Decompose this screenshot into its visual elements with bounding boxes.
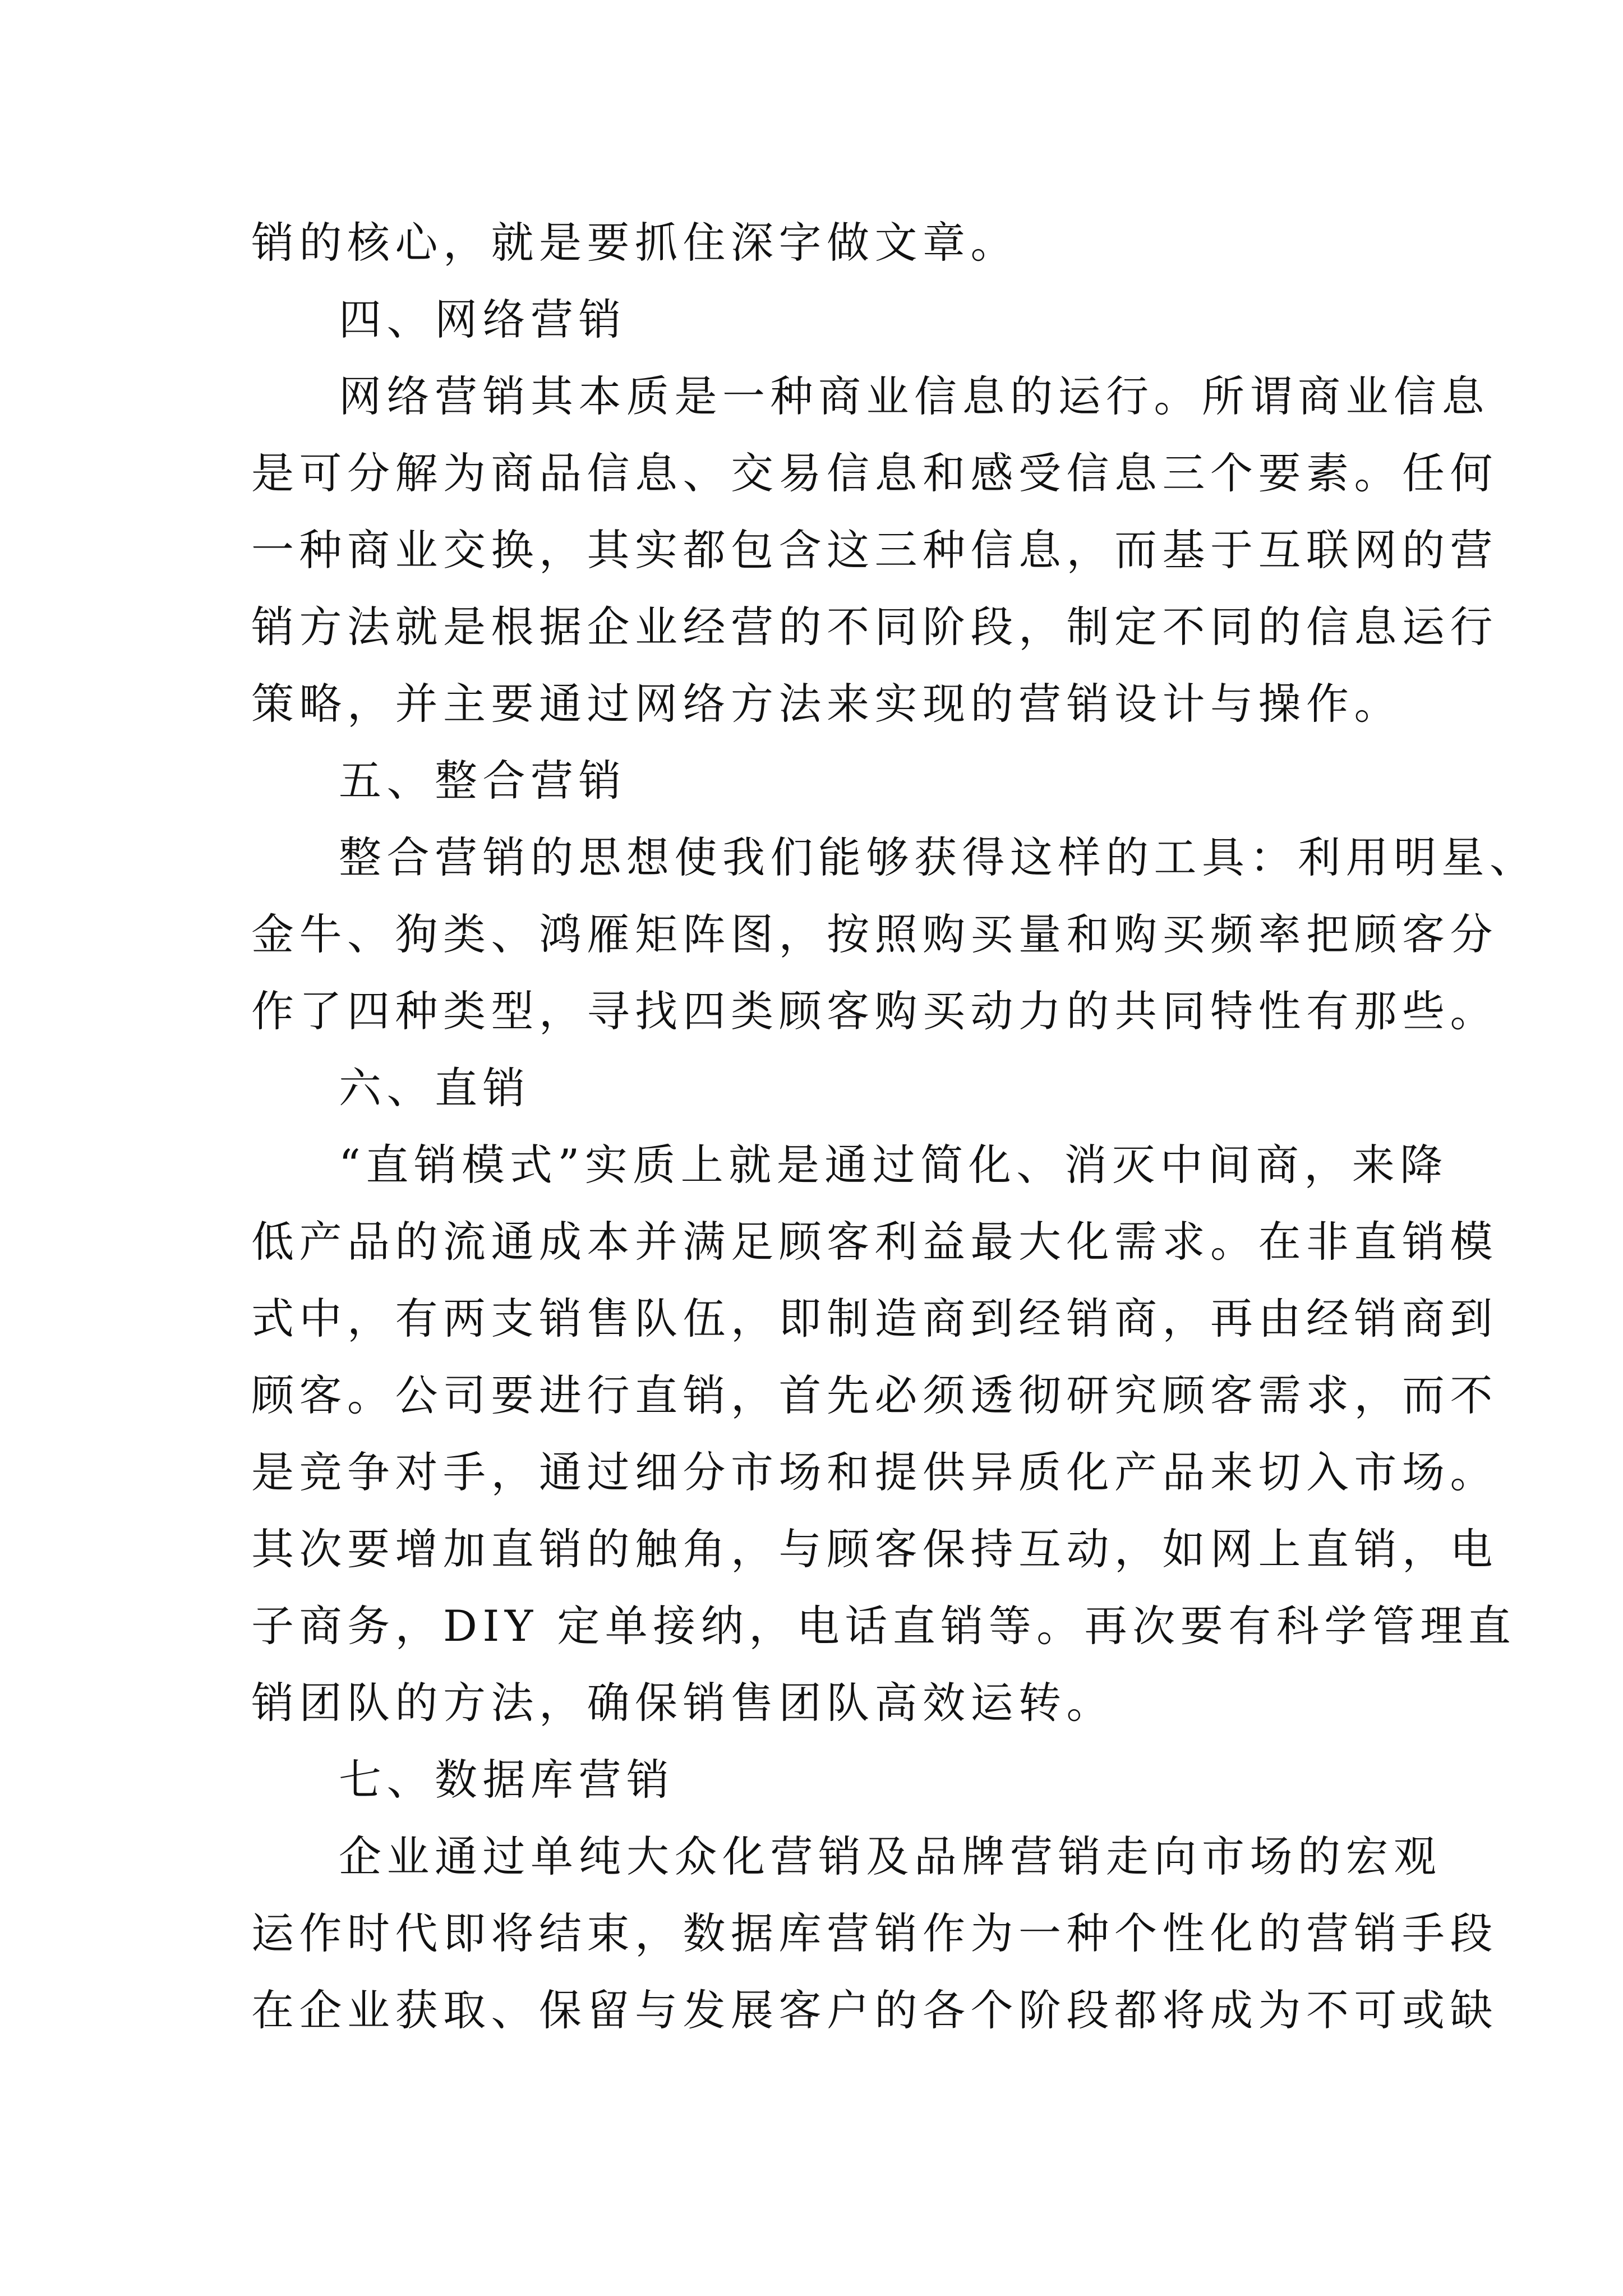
- paragraph-line: 低产品的流通成本并满足顾客利益最大化需求。在非直销模: [251, 1217, 1498, 1267]
- paragraph-line: 网络营销其本质是一种商业信息的运行。所谓商业信息: [339, 371, 1490, 421]
- paragraph-line: 策略，并主要通过网络方法来实现的营销设计与操作。: [251, 679, 1402, 729]
- paragraph-line: 其次要增加直销的触角，与顾客保持互动，如网上直销，电: [251, 1524, 1498, 1574]
- paragraph-line: 式中，有两支销售队伍，即制造商到经销商，再由经销商到: [251, 1294, 1498, 1343]
- section-heading: 六、直销: [339, 1063, 531, 1113]
- section-heading: 四、网络营销: [339, 295, 626, 344]
- paragraph-line: 金牛、狗类、鸿雁矩阵图，按照购买量和购买频率把顾客分: [251, 909, 1498, 959]
- paragraph-line: 一种商业交换，其实都包含这三种信息，而基于互联网的营: [251, 525, 1498, 575]
- paragraph-line: 在企业获取、保留与发展客户的各个阶段都将成为不可或缺: [251, 1985, 1498, 2035]
- paragraph-line: 运作时代即将结束，数据库营销作为一种个性化的营销手段: [251, 1908, 1498, 1958]
- section-heading: 七、数据库营销: [339, 1755, 675, 1805]
- paragraph-line: 顾客。公司要进行直销，首先必须透彻研究顾客需求，而不: [251, 1370, 1498, 1420]
- paragraph-line: 销方法就是根据企业经营的不同阶段，制定不同的信息运行: [251, 602, 1498, 652]
- paragraph-line: 整合营销的思想使我们能够获得这样的工具：利用明星、: [339, 832, 1538, 882]
- section-heading: 五、整合营销: [339, 756, 626, 806]
- paragraph-line: 子商务，DIY 定单接纳，电话直销等。再次要有科学管理直: [251, 1601, 1516, 1651]
- paragraph-line: 是可分解为商品信息、交易信息和感受信息三个要素。任何: [251, 448, 1498, 498]
- paragraph-line: 作了四种类型，寻找四类顾客购买动力的共同特性有那些。: [251, 986, 1498, 1036]
- paragraph-line: 销的核心，就是要抓住深字做文章。: [251, 218, 1018, 268]
- paragraph-line: 销团队的方法，确保销售团队高效运转。: [251, 1678, 1114, 1728]
- paragraph-line: 是竞争对手，通过细分市场和提供异质化产品来切入市场。: [251, 1447, 1498, 1497]
- paragraph-line: 企业通过单纯大众化营销及品牌营销走向市场的宏观: [339, 1832, 1442, 1881]
- paragraph-line: “直销模式”实质上就是通过简化、消灭中间商，来降: [339, 1140, 1448, 1190]
